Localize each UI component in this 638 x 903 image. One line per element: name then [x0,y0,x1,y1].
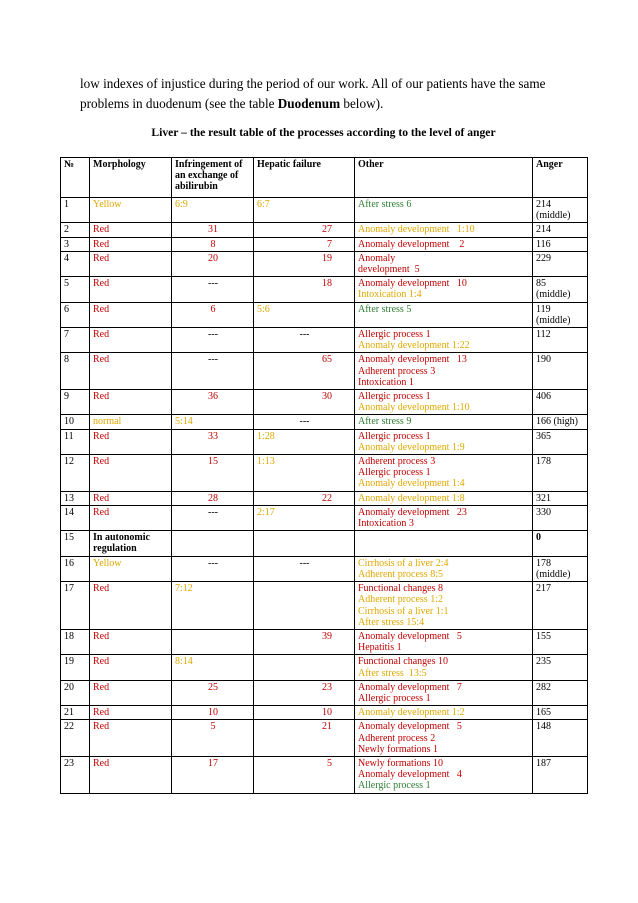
row-number: 23 [61,756,90,793]
other-line: Intoxication 3 [358,518,414,530]
row-number: 19 [61,655,90,680]
hepatic-cell: 23 [254,680,355,705]
anger-cell: 166 (high) [533,415,588,429]
table-caption: Liver – the result table of the processes according to the level of anger [151,126,496,139]
other-line: Anomaly development 13 [358,354,467,366]
other-line: Adherent process 2 [358,732,436,744]
other-cell [355,277,533,302]
morphology-cell: Red [90,680,172,705]
anger-cell: 119 (middle) [533,302,588,327]
anger-cell: 365 [533,429,588,454]
infringement-cell: 15 [172,455,254,492]
infringement-cell: --- [172,277,254,302]
hepatic-cell: 39 [254,629,355,654]
infringement-cell: 6 [172,302,254,327]
anger-cell: 178 (middle) [533,556,588,581]
other-line: Anomaly development 1:8 [358,492,465,504]
other-line: Allergic process 1 [358,430,431,442]
header-morphology: Morphology [90,158,172,198]
anger-cell: 116 [533,237,588,251]
morphology-cell: In autonomic regulation [90,531,172,556]
infringement-cell: 10 [172,706,254,720]
morphology-cell: Red [90,237,172,251]
table-row [61,251,588,276]
table-row [61,491,588,505]
other-cell [355,629,533,654]
morphology-cell: Red [90,328,172,353]
infringement-cell: 6:9 [172,198,254,223]
morphology-cell: Red [90,251,172,276]
anger-cell: 178 [533,455,588,492]
other-cell [355,353,533,390]
other-cell [355,505,533,530]
table-row [61,629,588,654]
other-line: After stress 9 [358,416,412,428]
hepatic-cell: 5 [254,756,355,793]
other-line: Allergic process 1 [358,391,431,403]
anger-cell: 190 [533,353,588,390]
other-cell [355,251,533,276]
morphology-cell: Yellow [90,556,172,581]
hepatic-cell: 22 [254,491,355,505]
table-row [61,429,588,454]
anger-cell: 214 [533,223,588,237]
hepatic-cell: --- [254,556,355,581]
infringement-cell: --- [172,556,254,581]
table-row [61,277,588,302]
table-row [61,505,588,530]
table-row [61,756,588,793]
header-anger: Anger [533,158,588,198]
other-line: Hepatitis 1 [358,642,402,654]
morphology-cell: Red [90,455,172,492]
row-number: 7 [61,328,90,353]
anger-cell: 229 [533,251,588,276]
morphology-cell: Red [90,756,172,793]
other-line: Intoxication 1 [358,376,414,388]
other-line: Adherent process 8:5 [358,568,443,580]
row-number: 3 [61,237,90,251]
other-cell [355,223,533,237]
other-line: Anomaly development 1:22 [358,340,470,352]
row-number: 14 [61,505,90,530]
row-number: 18 [61,629,90,654]
hepatic-cell: 2:17 [254,505,355,530]
hepatic-cell [254,531,355,556]
hepatic-cell: 5:6 [254,302,355,327]
other-cell [355,582,533,630]
row-number: 22 [61,720,90,757]
other-line: Allergic process 1 [358,329,431,341]
infringement-cell: --- [172,353,254,390]
other-cell [355,390,533,415]
other-line: Cirrhosis of a liver 1:1 [358,605,449,617]
row-number: 8 [61,353,90,390]
table-row [61,237,588,251]
other-line: development 5 [358,264,420,276]
intro-text-1: low indexes of injustice during the period of our work. All of our patients have the same problems in duodenum (see the table [80,76,546,111]
row-number: 15 [61,531,90,556]
morphology-cell: normal [90,415,172,429]
other-line: After stress 15:4 [358,616,425,628]
liver-table [60,157,588,794]
infringement-cell [172,629,254,654]
morphology-cell: Red [90,491,172,505]
hepatic-cell: --- [254,328,355,353]
other-line: Anomaly development 2 [358,238,465,250]
anger-cell: 85 (middle) [533,277,588,302]
other-line: After stress 6 [358,199,412,210]
row-number: 4 [61,251,90,276]
hepatic-cell: 27 [254,223,355,237]
other-line: Adherent process 3 [358,365,436,377]
table-row [61,353,588,390]
header-no: № [61,158,90,198]
other-cell [355,756,533,793]
row-number: 2 [61,223,90,237]
row-number: 11 [61,429,90,454]
hepatic-cell: 19 [254,251,355,276]
hepatic-cell: 6:7 [254,198,355,223]
other-line: Anomaly [358,252,396,264]
hepatic-cell: 10 [254,706,355,720]
other-cell [355,531,533,556]
other-cell [355,706,533,720]
other-cell [355,429,533,454]
hepatic-cell: 7 [254,237,355,251]
infringement-cell: 36 [172,390,254,415]
hepatic-cell [254,582,355,630]
hepatic-cell: --- [254,415,355,429]
morphology-cell: Red [90,429,172,454]
table-row [61,390,588,415]
row-number: 6 [61,302,90,327]
other-cell [355,237,533,251]
other-line: Anomaly development 1:10 [358,402,470,414]
header-hepatic: Hepatic failure [254,158,355,198]
other-line: Cirrhosis of a liver 2:4 [358,557,449,569]
hepatic-cell: 1:28 [254,429,355,454]
morphology-cell: Red [90,706,172,720]
anger-cell: 235 [533,655,588,680]
anger-cell: 155 [533,629,588,654]
other-cell [355,556,533,581]
hepatic-cell: 30 [254,390,355,415]
row-number: 10 [61,415,90,429]
anger-cell: 406 [533,390,588,415]
other-cell [355,198,533,223]
anger-cell: 165 [533,706,588,720]
intro-bold: Duodenum [277,96,341,111]
hepatic-cell: 65 [254,353,355,390]
other-line: Allergic process 1 [358,467,431,479]
row-number: 13 [61,491,90,505]
table-row [61,328,588,353]
table-row [61,415,588,429]
infringement-cell: 8:14 [172,655,254,680]
infringement-cell: 25 [172,680,254,705]
other-cell [355,720,533,757]
anger-cell: 282 [533,680,588,705]
other-cell [355,328,533,353]
other-line: Anomaly development 1:2 [358,707,465,719]
other-cell [355,455,533,492]
header-other: Other [355,158,533,198]
infringement-cell: 7:12 [172,582,254,630]
anger-cell: 112 [533,328,588,353]
anger-cell: 330 [533,505,588,530]
intro-paragraph [80,74,560,114]
table-row [61,582,588,630]
other-line: Intoxication 1:4 [358,289,422,301]
hepatic-cell: 18 [254,277,355,302]
table-row [61,223,588,237]
table-row [61,655,588,680]
row-number: 1 [61,198,90,223]
hepatic-cell: 1:13 [254,455,355,492]
row-number: 12 [61,455,90,492]
other-cell [355,680,533,705]
other-cell [355,491,533,505]
other-line: Anomaly development 5 [358,630,462,642]
other-line: Anomaly development 1:9 [358,441,465,453]
other-line: Allergic process 1 [358,780,431,792]
morphology-cell: Red [90,582,172,630]
table-row [61,680,588,705]
other-line: Anomaly development 1:4 [358,478,465,490]
anger-cell: 187 [533,756,588,793]
morphology-cell: Red [90,390,172,415]
infringement-cell: --- [172,328,254,353]
morphology-cell: Red [90,353,172,390]
intro-text-2: below). [340,96,384,111]
table-row [61,556,588,581]
anger-cell: 214 (middle) [533,198,588,223]
table-row [61,455,588,492]
header-row [61,158,588,198]
infringement-cell: 5 [172,720,254,757]
row-number: 9 [61,390,90,415]
table-row [61,531,588,556]
other-cell [355,415,533,429]
other-line: Functional changes 10 [358,656,448,668]
other-line: Anomaly development 23 [358,506,467,518]
other-line: After stress 5 [358,303,412,315]
anger-cell: 217 [533,582,588,630]
other-line: Anomaly development 1:10 [358,224,475,236]
infringement-cell: 28 [172,491,254,505]
row-number: 21 [61,706,90,720]
morphology-cell: Red [90,302,172,327]
anger-cell: 0 [533,531,588,556]
other-line: Adherent process 3 [358,456,436,468]
morphology-cell: Red [90,277,172,302]
row-number: 17 [61,582,90,630]
morphology-cell: Yellow [90,198,172,223]
other-line: Adherent process 1:2 [358,594,443,606]
other-line: After stress 13:5 [358,667,427,679]
other-cell [355,302,533,327]
table-row [61,198,588,223]
infringement-cell: 31 [172,223,254,237]
row-number: 20 [61,680,90,705]
table-row [61,720,588,757]
other-line: Anomaly development 5 [358,721,462,733]
morphology-cell: Red [90,720,172,757]
other-line: Newly formations 10 [358,757,443,769]
other-line: Newly formations 1 [358,743,438,755]
morphology-cell: Red [90,505,172,530]
table-row [61,302,588,327]
infringement-cell: 5:14 [172,415,254,429]
other-line: Anomaly development 7 [358,681,462,693]
hepatic-cell [254,655,355,680]
other-line: Anomaly development 4 [358,769,462,781]
anger-cell: 321 [533,491,588,505]
other-line: Anomaly development 10 [358,278,467,290]
other-line: Allergic process 1 [358,692,431,704]
infringement-cell: 33 [172,429,254,454]
hepatic-cell: 21 [254,720,355,757]
morphology-cell: Red [90,655,172,680]
morphology-cell: Red [90,223,172,237]
infringement-cell: 8 [172,237,254,251]
infringement-cell: 17 [172,756,254,793]
row-number: 5 [61,277,90,302]
row-number: 16 [61,556,90,581]
other-cell [355,655,533,680]
infringement-cell: --- [172,505,254,530]
other-line: Functional changes 8 [358,583,443,595]
morphology-cell: Red [90,629,172,654]
table-row [61,706,588,720]
header-infringement: Infringement of an exchange of abilirubin [172,158,254,198]
infringement-cell [172,531,254,556]
infringement-cell: 20 [172,251,254,276]
anger-cell: 148 [533,720,588,757]
